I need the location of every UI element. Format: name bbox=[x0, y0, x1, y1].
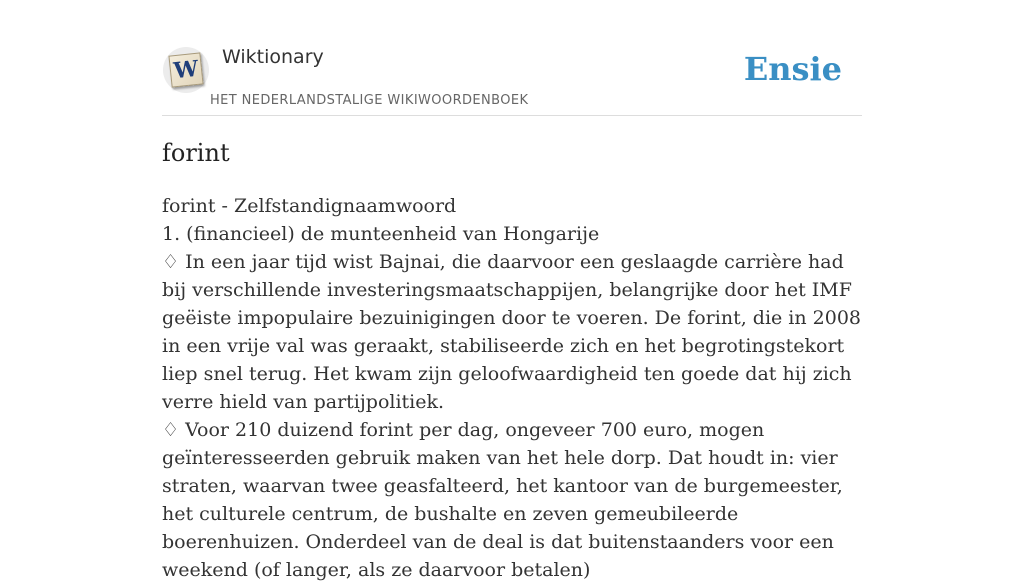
logo-tile-icon bbox=[168, 52, 203, 87]
definition-content bbox=[162, 192, 862, 584]
word-type-line: forint - Zelfstandignaamwoord bbox=[162, 195, 457, 217]
header-divider bbox=[162, 115, 862, 116]
example-sentence: ♢ Voor 210 duizend forint per dag, ongeveer 700 euro, mogen geïnteresseerden gebruik maken van het hele dorp. Dat houdt in: vier straten, waarvan twee geasfalteerd, het kantoor van de burgemeester, het culturele centrum, de bushalte en zeven gemeubileerde boerenhuizen. Onderdeel van de deal is dat buitenstaanders voor een weekend (of langer, als ze daarvoor betalen) bbox=[162, 419, 843, 581]
example-sentence: ♢ In een jaar tijd wist Bajnai, die daarvoor een geslaagde carrière had bij verschillende investeringsmaatschappijen, belangrijke door het IMF geëiste impopulaire bezuinigingen door te voeren. De forint, die in 2008 in een vrije val was geraakt, stabiliseerde zich en het begrotingstekort liep snel terug. Het kwam zijn geloofwaardigheid ten goede dat hij zich verre hield van partijpolitiek. bbox=[162, 251, 862, 413]
page-title: forint bbox=[162, 139, 230, 167]
wiktionary-logo[interactable] bbox=[163, 47, 209, 93]
logo-letter: W bbox=[172, 55, 200, 85]
definition-line: 1. (financieel) de munteenheid van Hongarije bbox=[162, 223, 600, 245]
site-name[interactable]: Wiktionary bbox=[222, 46, 324, 68]
ensie-brand-link[interactable]: Ensie bbox=[743, 50, 842, 88]
site-tagline: HET NEDERLANDSTALIGE WIKIWOORDENBOEK bbox=[210, 93, 529, 108]
